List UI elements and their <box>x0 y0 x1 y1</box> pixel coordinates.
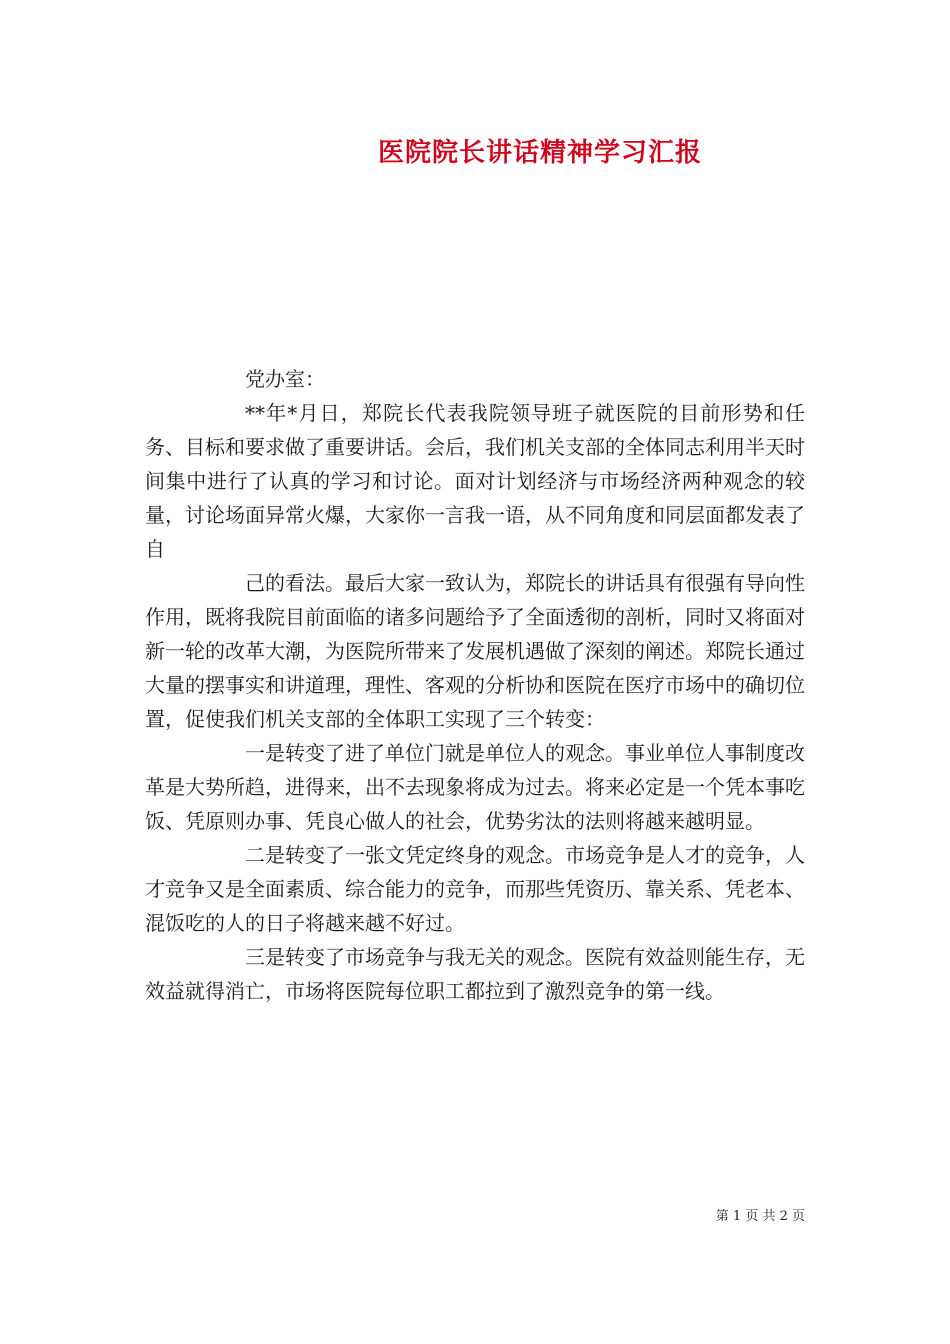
salutation: 党办室： <box>245 367 325 391</box>
paragraph-5: 三是转变了市场竞争与我无关的观念。医院有效益则能生存，无效益就得消亡，市场将医院每位职工都拉到了激烈竞争的第一线。 <box>145 945 805 1003</box>
paragraph-4: 二是转变了一张文凭定终身的观念。市场竞争是人才的竞争，人才竞争又是全面素质、综合能力的竞争，而那些凭资历、靠关系、凭老本、混饭吃的人的日子将越来越不好过。 <box>145 843 805 935</box>
paragraph-3: 一是转变了进了单位门就是单位人的观念。事业单位人事制度改革是大势所趋，进得来，出不去现象将成为过去。将来必定是一个凭本事吃饭、凭原则办事、凭良心做人的社会，优势劣汰的法则将越来越明显。 <box>145 741 805 833</box>
paragraph-1: **年*月日，郑院长代表我院领导班子就医院的目前形势和任务、目标和要求做了重要讲话。会后，我们机关支部的全体同志利用半天时间集中进行了认真的学习和讨论。面对计划经济与市场经济两种观念的较量，讨论场面异常火爆，大家你一言我一语，从不同角度和同层面都发表了自 <box>145 401 805 561</box>
document-body <box>145 362 805 1008</box>
paragraph-2: 己的看法。最后大家一致认为，郑院长的讲话具有很强有导向性作用，既将我院目前面临的诸多问题给予了全面透彻的剖析，同时又将面对新一轮的改革大潮，为医院所带来了发展机遇做了深刻的阐述。郑院长通过大量的摆事实和讲道理，理性、客观的分析协和医院在医疗市场中的确切位置，促使我们机关支部的全体职工实现了三个转变： <box>145 571 805 731</box>
page-title: 医院院长讲话精神学习汇报 <box>377 138 702 168</box>
page-number: 第 1 页 共 2 页 <box>715 1209 805 1224</box>
